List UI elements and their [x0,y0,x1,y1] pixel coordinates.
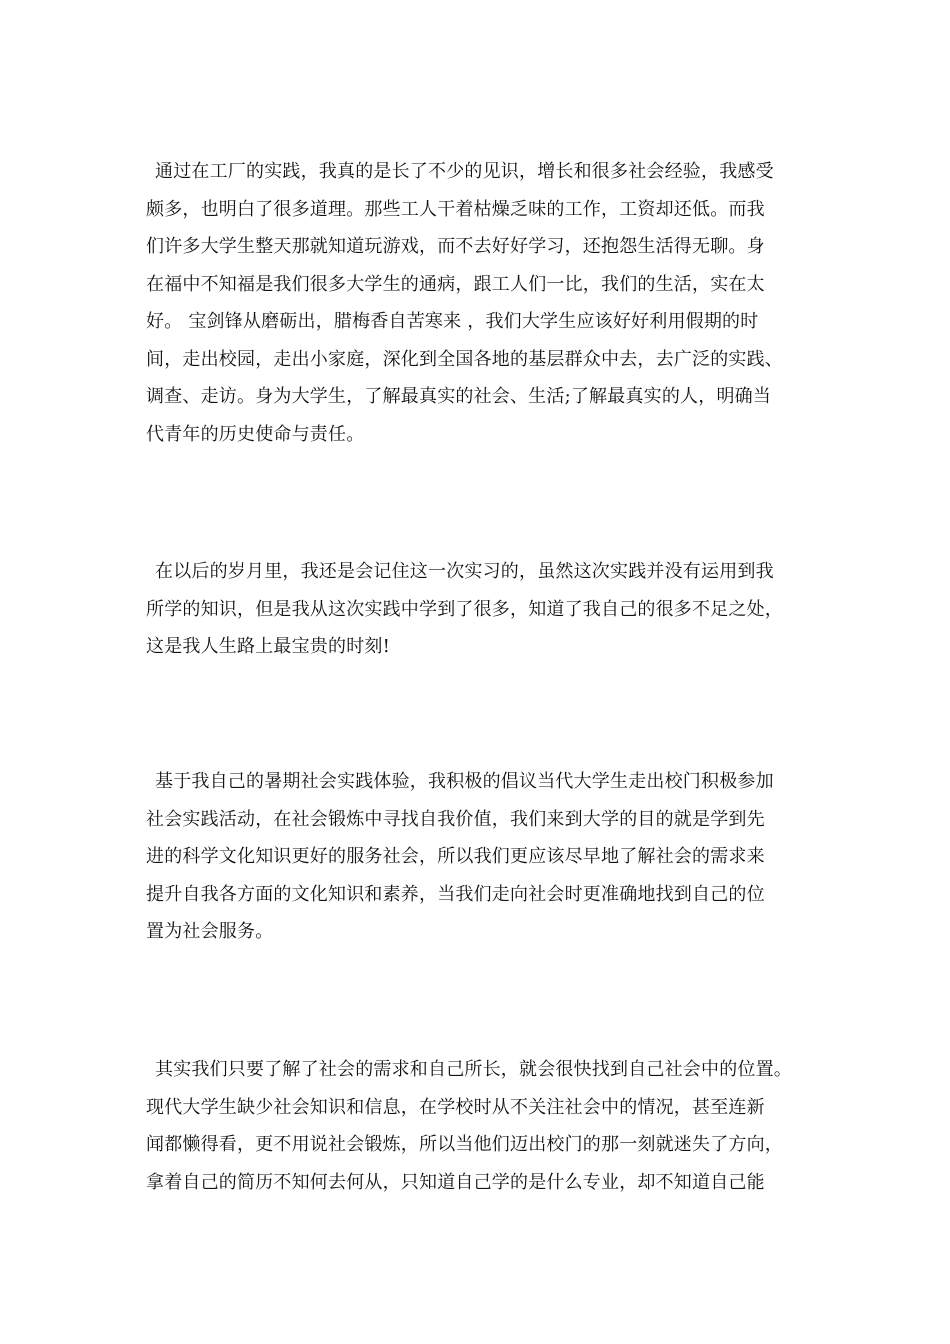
paragraph-society-needs [146,1051,826,1201]
paragraph-line: 们许多大学生整天那就知道玩游戏，而不去好好学习，还抱怨生活得无聊。身 [146,236,765,257]
paragraph-line: 现代大学生缺少社会知识和信息，在学校时从不关注社会中的情况，甚至连新 [146,1096,765,1118]
paragraph-factory-practice [146,153,826,453]
paragraph-line: 置为社会服务。 [146,921,274,942]
paragraph-line: 闻都懒得看，更不用说社会锻炼，所以当他们迈出校门的那一刻就迷失了方向， [146,1134,783,1155]
paragraph-line: 在以后的岁月里，我还是会记住这一次实习的，虽然这次实践并没有运用到我 [155,561,774,582]
paragraph-line: 调查、走访。身为大学生，了解最真实的社会、生活;了解最真实的人，明确当 [146,386,772,407]
paragraph-advocacy [146,763,826,951]
paragraph-line: 好。 宝剑锋从磨砺出，腊梅香自苦寒来 ，我们大学生应该好好利用假期的时 [146,311,759,332]
paragraph-line: 颇多，也明白了很多道理。那些工人干着枯燥乏味的工作，工资却还低。而我 [146,198,765,220]
paragraph-future-memory [146,553,826,666]
paragraph-line: 间，走出校园，走出小家庭，深化到全国各地的基层群众中去，去广泛的实践、 [146,348,783,370]
paragraph-line: 其实我们只要了解了社会的需求和自己所长，就会很快找到自己社会中的位置。 [155,1059,792,1080]
paragraph-line: 拿着自己的简历不知何去何从，只知道自己学的是什么专业，却不知道自己能 [146,1171,765,1193]
paragraph-line: 基于我自己的暑期社会实践体验，我积极的倡议当代大学生走出校门积极参加 [155,771,774,792]
paragraph-line: 代青年的历史使命与责任。 [146,423,365,445]
paragraph-line: 进的科学文化知识更好的服务社会，所以我们更应该尽早地了解社会的需求来 [146,846,765,867]
paragraph-line: 所学的知识，但是我从这次实践中学到了很多，知道了我自己的很多不足之处， [146,598,783,620]
paragraph-line: 这是我人生路上最宝贵的时刻! [146,636,391,657]
paragraph-line: 提升自我各方面的文化知识和素养，当我们走向社会时更准确地找到自己的位 [146,883,765,905]
paragraph-line: 在福中不知福是我们很多大学生的通病，跟工人们一比，我们的生活，实在太 [146,273,765,295]
paragraph-line: 社会实践活动，在社会锻炼中寻找自我价值，我们来到大学的目的就是学到先 [146,808,765,830]
paragraph-line: 通过在工厂的实践，我真的是长了不少的见识，增长和很多社会经验，我感受 [155,161,774,182]
